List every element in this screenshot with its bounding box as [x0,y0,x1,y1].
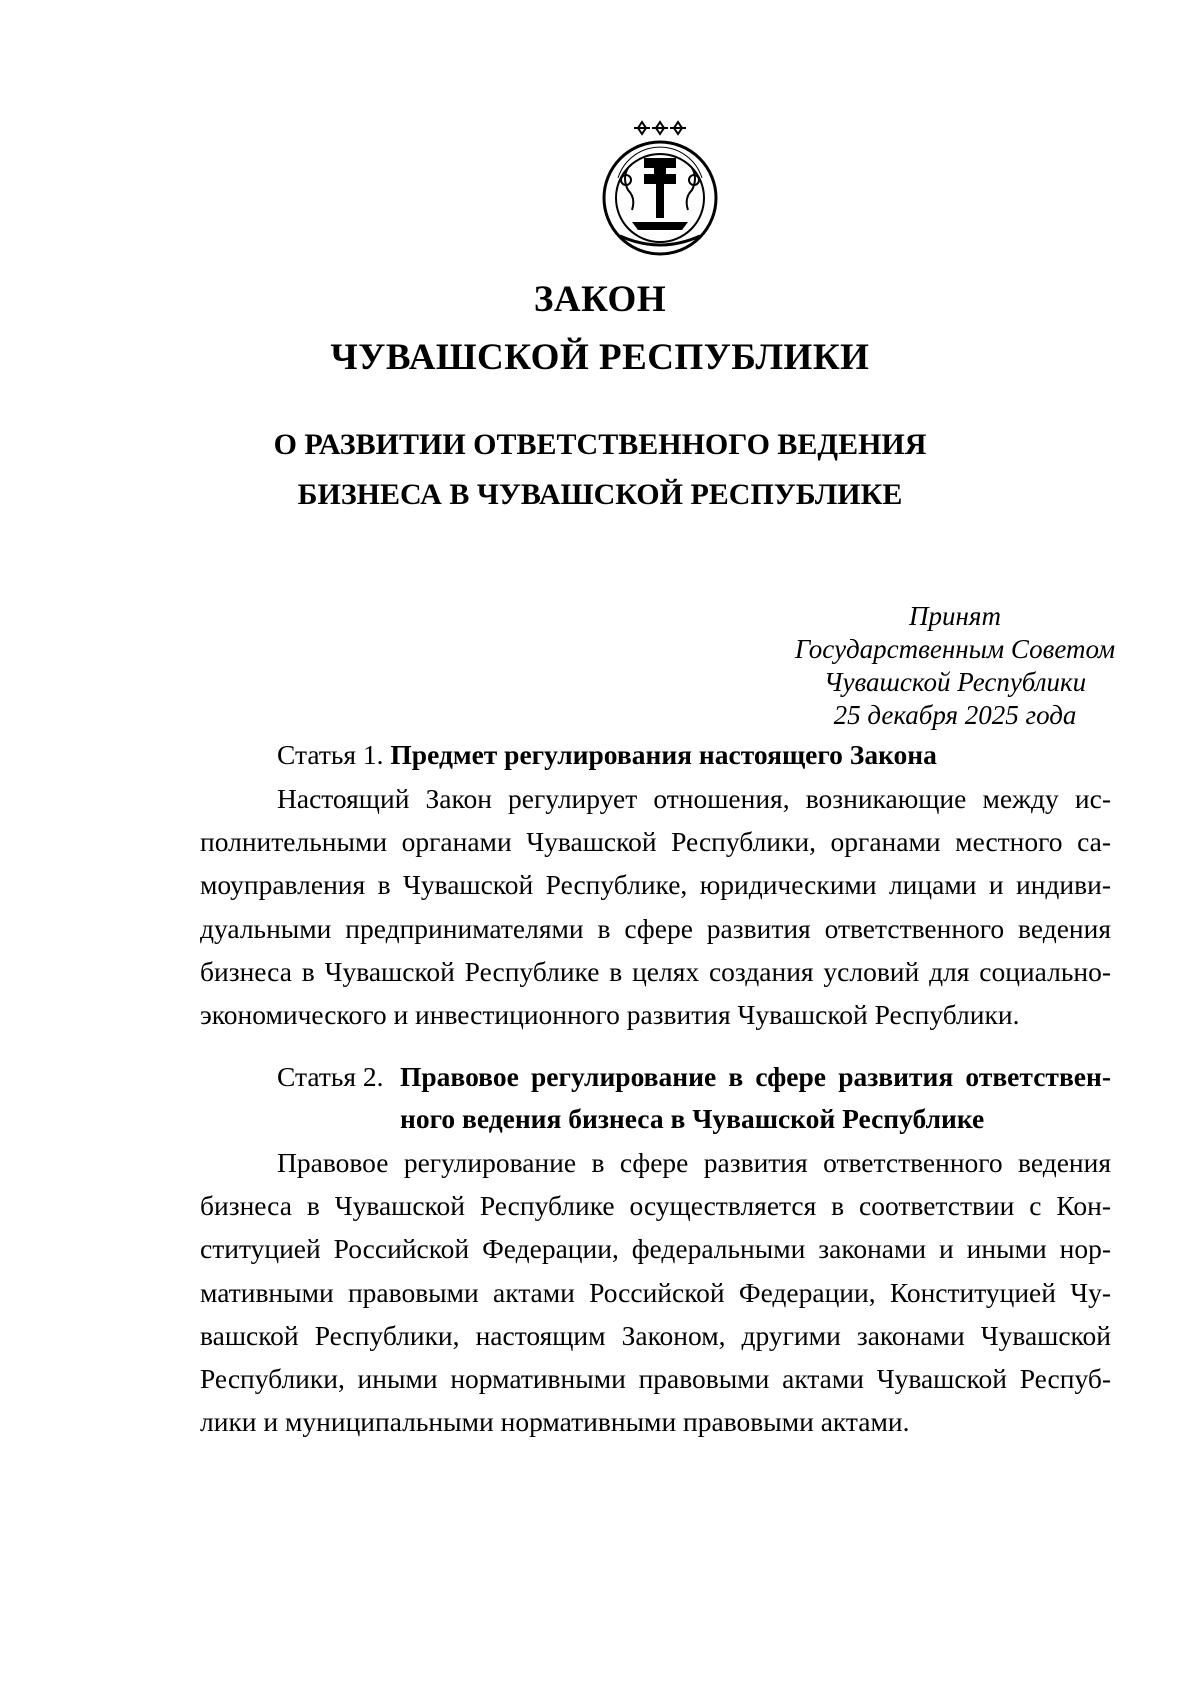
article-2-title-line2 [400,1098,984,1140]
paragraph-line: дуальными предпринимателями в сфере развития ответственного ведения [200,912,1111,944]
adopted-line: Принят [909,601,1001,631]
law-title-republic: ЧУВАШСКОЙ РЕСПУБЛИКИ [330,337,870,378]
paragraph-line: мативными правовыми актами Российской Федерации, Конституцией Чу- [200,1276,1111,1308]
adopted-by: Государственным Советом [794,634,1116,664]
paragraph-line: бизнеса в Чувашской Республике осуществляется в соответствии с Кон- [200,1190,1111,1222]
paragraph-line: ституцией Российской Федерации, федеральными законами и иными нор- [200,1233,1111,1265]
article-2-title-text1: Правовое регулирование в сфере развития ответствен- [400,1061,1111,1092]
paragraph-line: лики и муниципальными нормативными правовыми актами. [200,1406,910,1438]
adopted-date: 25 декабря 2025 года [833,700,1077,730]
article-2-label: Статья 2. [277,1061,384,1092]
paragraph-line: вашской Республики, настоящим Законом, другими законами Чувашской [200,1319,1111,1351]
article-1-body [200,777,1111,1036]
paragraph-line: бизнеса в Чувашской Республике в целях создания условий для социально- [200,955,1111,987]
article-1-title: Предмет регулирования настоящего Закона [390,739,937,770]
adopted-republic: Чувашской Республики [823,667,1087,697]
article-1-label: Статья 1. [277,739,384,770]
law-title: ЗАКОН [533,279,667,320]
coat-of-arms-icon [598,118,722,258]
paragraph-line: Республики, иными нормативными правовыми актами Чувашской Респуб- [200,1362,1111,1394]
law-subtitle-line2: БИЗНЕСА В ЧУВАШСКОЙ РЕСПУБЛИКЕ [297,478,903,511]
paragraph-line: Настоящий Закон регулирует отношения, возникающие между ис- [277,783,1111,814]
paragraph-line: Правовое регулирование в сфере развития ответственного ведения [277,1147,1111,1178]
article-2-title-text2: ного ведения бизнеса в Чувашской Республике [400,1103,985,1134]
paragraph-line: моуправления в Чувашской Республике, юридическими лицами и индиви- [200,869,1111,901]
article-2-title-line1 [400,1056,1111,1098]
article-2-body [200,1141,1111,1443]
law-subtitle-line1: О РАЗВИТИИ ОТВЕТСТВЕННОГО ВЕДЕНИЯ [273,428,927,461]
paragraph-line: экономического и инвестиционного развития Чувашской Республики. [200,998,1020,1030]
article-1-heading [277,734,937,776]
paragraph-line: полнительными органами Чувашской Республики, органами местного са- [200,826,1111,858]
